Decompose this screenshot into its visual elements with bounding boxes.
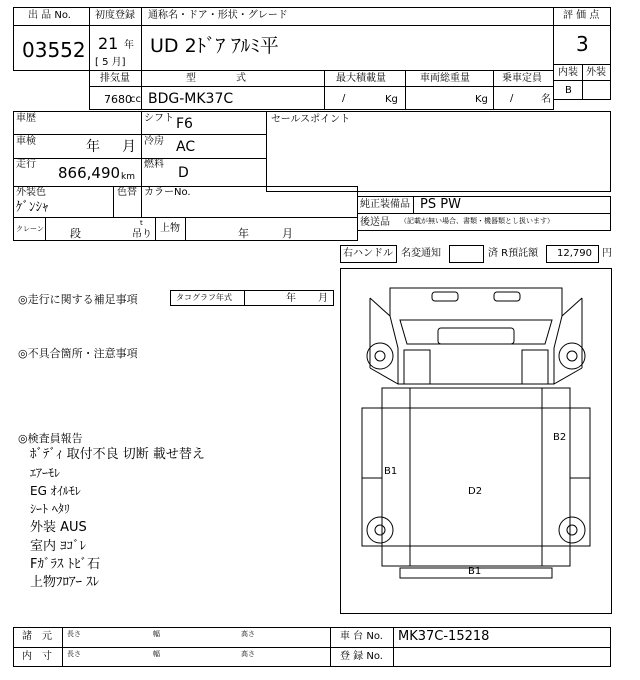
supplement-title: ◎走行に関する補足事項 [18, 293, 138, 306]
aftermarket-note: （記載が無い場合、書類・機器類とし扱います） [400, 217, 554, 225]
report-line: ｼｰﾄ ﾍﾀﾘ [30, 502, 70, 516]
inspection-label: 車検 [16, 136, 36, 147]
color-no-label: 色替 [117, 187, 137, 198]
damage-mark: D2 [468, 486, 483, 497]
lot-no: 03552 [22, 38, 86, 62]
report-title: ◎検査員報告 [18, 432, 83, 445]
damage-mark: B1 [468, 566, 482, 577]
name-change-box [449, 245, 484, 263]
gross-weight-unit: Kg [475, 94, 488, 105]
width-label: 幅 [153, 630, 160, 638]
crane-hoist-unit: 吊り [132, 229, 152, 240]
length-label: 長さ [67, 630, 81, 638]
mileage-label: 走行 [16, 159, 36, 170]
mileage-unit: km [121, 172, 135, 182]
reg-month: [ 5 月] [95, 57, 126, 68]
truck-damage-diagram [340, 268, 612, 614]
aftermarket-label: 後送品 [360, 217, 390, 228]
fuel-label: 燃料 [144, 159, 164, 170]
tax-label: 済 R預託額 [488, 248, 539, 259]
history-label: 車歴 [16, 113, 36, 124]
tacho-label: タコグラフ年式 [176, 293, 232, 302]
report-line: ﾎﾞﾃﾞｨ 取付不良 切断 載せ替え [30, 447, 205, 462]
eval-label: 評 価 点 [563, 10, 600, 21]
report-line: Fｶﾞﾗｽ ﾄﾋﾞ石 [30, 557, 101, 572]
height-label: 高さ [241, 630, 255, 638]
max-load: / [342, 93, 346, 104]
displacement-label: 排気量 [100, 73, 130, 84]
sales-point-label: セールスポイント [271, 114, 351, 125]
gross-weight-label: 車両総重量 [420, 73, 470, 84]
dims-label: 諸 元 [22, 631, 52, 642]
body-year-unit: 年 [238, 227, 249, 240]
capacity-label: 乗車定員 [502, 73, 542, 84]
model-type: BDG-MK37C [148, 91, 234, 107]
width-label: 幅 [153, 650, 160, 658]
shift-label: シフト [144, 113, 174, 124]
interior-grade: B [565, 85, 572, 96]
std-equipment: PS PW [420, 197, 461, 212]
registration-label: 登 録 No. [340, 651, 383, 662]
model-grade-label: 通称名・ドア・形状・グレード [148, 10, 288, 21]
displacement: 7680 [104, 93, 132, 106]
shift-value: F6 [176, 116, 193, 132]
tax-unit: 円 [602, 248, 612, 259]
crane-label: クレーン [16, 225, 44, 233]
displacement-unit: cc [130, 94, 141, 105]
exterior-grade-label: 外装 [586, 67, 606, 78]
exterior-color-label: 外装色 [16, 187, 46, 198]
report-line: 上物ﾌﾛｱｰ ｽﾚ [30, 575, 100, 590]
name-change-label: 名変通知 [401, 248, 441, 259]
first-reg-label: 初度登録 [95, 10, 135, 21]
report-line: 外装 AUS [30, 520, 87, 535]
rhd-label: 右ハンドル [343, 248, 393, 259]
interior-grade-label: 内装 [558, 67, 578, 78]
damage-mark: B1 [384, 466, 398, 477]
model-grade: UD 2ﾄﾞｱ ｱﾙﾐ平 [150, 35, 279, 57]
body-label: 上物 [160, 223, 180, 234]
info-left-block [13, 111, 267, 187]
inspection-month-unit: 月 [122, 139, 136, 155]
report-line: ｴｱｰﾓﾚ [30, 466, 61, 480]
capacity-unit: 名 [541, 94, 551, 105]
tacho-year-unit: 年 [286, 293, 296, 304]
max-load-unit: Kg [385, 94, 398, 105]
chassis-label: 車 台 No. [340, 631, 383, 642]
crane-ton-unit: t [140, 219, 143, 227]
specs-label-row [89, 70, 554, 87]
height-label: 高さ [241, 650, 255, 658]
color-code-label: カラーNo. [144, 187, 191, 198]
damage-mark: B2 [553, 432, 567, 443]
report-line: 室内 ﾖｺﾞﾚ [30, 539, 87, 554]
body-month-unit: 月 [282, 227, 293, 240]
aircon-value: AC [176, 139, 196, 155]
inspection-year-unit: 年 [86, 139, 100, 155]
eval-score: 3 [576, 32, 589, 56]
type-label: 型 式 [186, 73, 246, 84]
tax-amount: 12,790 [557, 248, 592, 259]
reg-year-unit: 年 [124, 40, 134, 51]
crane-stage-unit: 段 [70, 227, 81, 240]
tacho-month-unit: 月 [318, 293, 328, 304]
reg-year: 21 [98, 34, 119, 53]
defects-title: ◎不具合箇所・注意事項 [18, 347, 138, 360]
std-equipment-label: 純正装備品 [360, 199, 410, 210]
mileage-value: 866,490 [58, 164, 121, 182]
lot-no-label: 出 品 No. [28, 10, 71, 21]
report-line: EG ｵｲﾙﾓﾚ [30, 484, 81, 498]
fuel-value: D [178, 165, 189, 181]
exterior-color: ｹﾞﾝｼｬ [16, 200, 49, 215]
exterior-grade-cell [582, 80, 611, 100]
aircon-label: 冷房 [144, 136, 164, 147]
length-label: 長さ [67, 650, 81, 658]
interior-dims-label: 内 寸 [22, 651, 52, 662]
max-load-label: 最大積載量 [336, 73, 386, 84]
capacity: / [510, 93, 514, 104]
chassis-no: MK37C-15218 [398, 629, 490, 644]
